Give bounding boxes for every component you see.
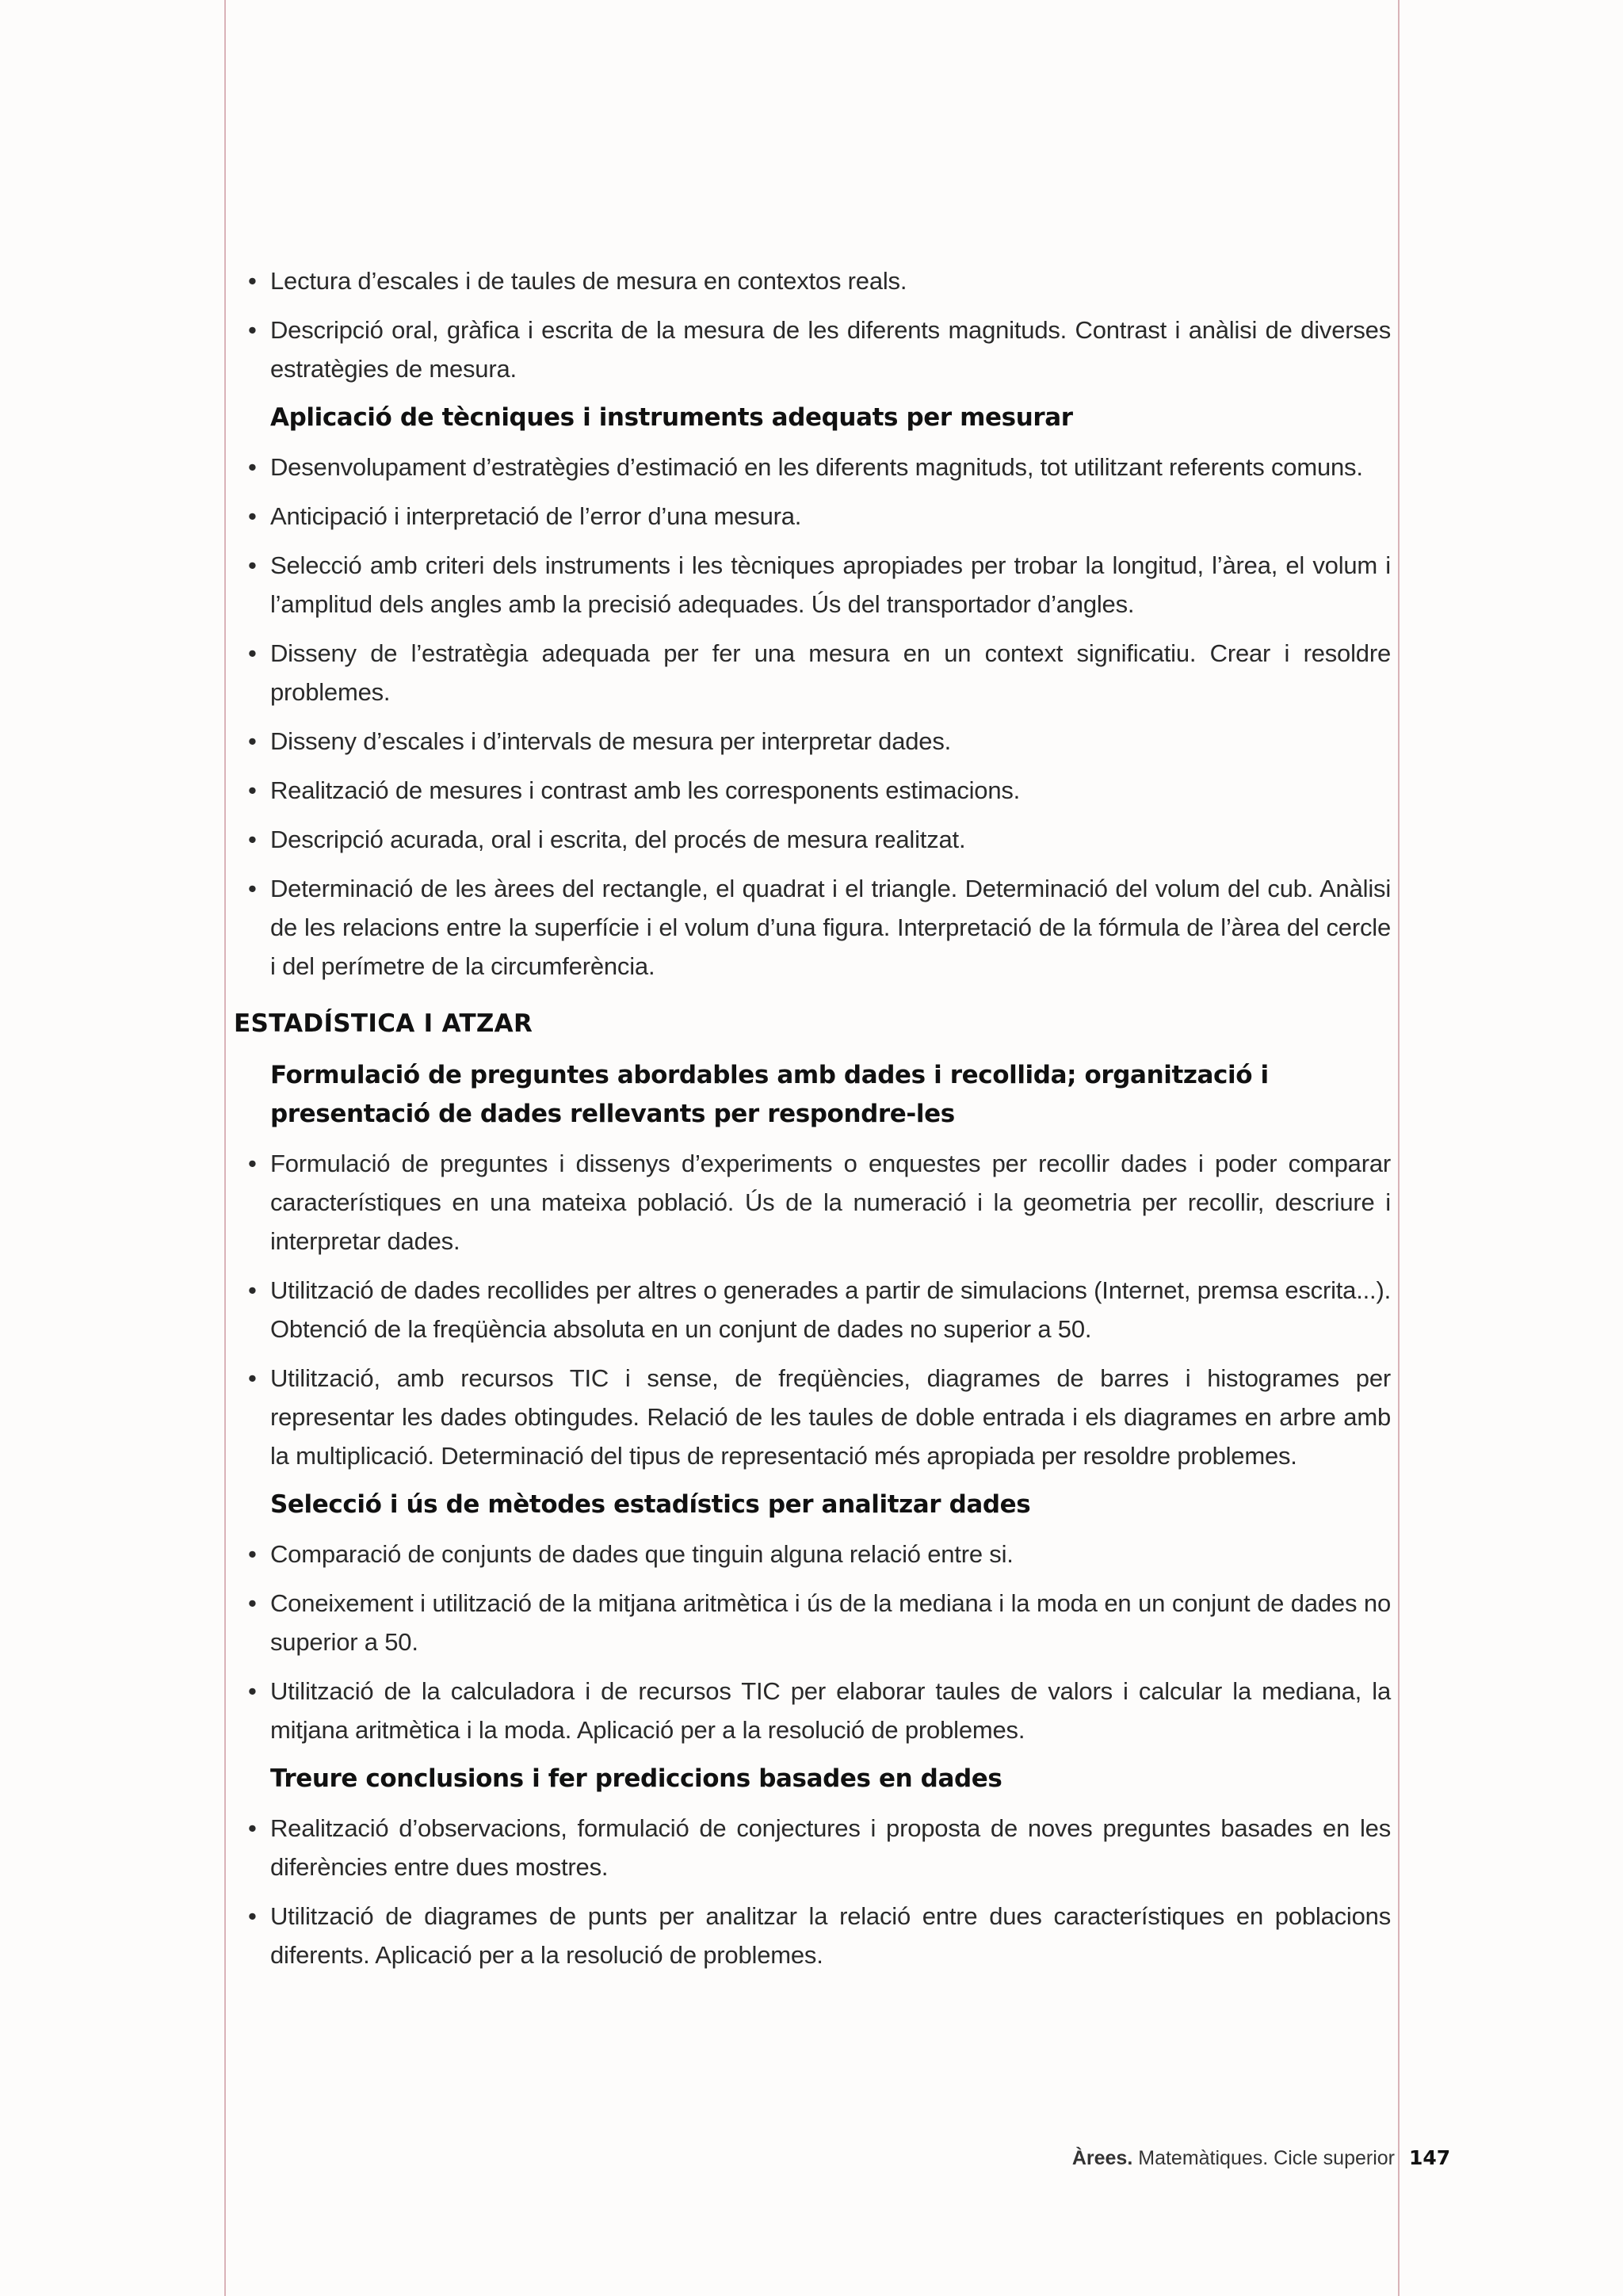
list-item: [234, 1672, 1391, 1749]
statistics-list-2: [234, 1535, 1391, 1749]
footer-text: Matemàtiques. Cicle superior: [1138, 2147, 1395, 2169]
bullet-icon: •: [248, 639, 257, 667]
bullet-icon: •: [248, 502, 257, 530]
subheading-conclusions: Treure conclusions i fer prediccions basades en dades: [270, 1764, 1002, 1793]
bullet-icon: •: [248, 1540, 257, 1568]
bullet-icon: •: [248, 453, 257, 481]
list-item-text: Descripció oral, gràfica i escrita de la mesura de les diferents magnituds. Contrast i anàlisi de diverses estratègies de mesura.: [270, 316, 1391, 383]
measurement-list-2: [234, 448, 1391, 986]
list-item: [234, 722, 1391, 761]
bullet-icon: •: [248, 267, 257, 295]
bullet-icon: •: [248, 1677, 257, 1705]
list-item-text: Selecció amb criteri dels instruments i les tècniques apropiades per trobar la longitud, l’àrea, el volum i l’amplitud dels angles amb la precisió adequades. Ús del transportador d’angles.: [270, 551, 1391, 618]
list-item-text: Descripció acurada, oral i escrita, del procés de mesura realitzat.: [270, 826, 966, 853]
bullet-icon: •: [248, 1364, 257, 1392]
list-item-text: Determinació de les àrees del rectangle, el quadrat i el triangle. Determinació del volum del cub. Anàlisi de les relacions entre la superfície i el volum d’una figura. Interpretació de la fórmula de l’àrea del cercle i del perímetre de la circumferència.: [270, 875, 1391, 980]
list-item: [234, 1359, 1391, 1475]
list-item-text: Coneixement i utilització de la mitjana aritmètica i ús de la mediana i la moda en un conjunt de dades no superior a 50.: [270, 1589, 1391, 1656]
list-item: [234, 820, 1391, 859]
statistics-list-1: [234, 1144, 1391, 1475]
page-number: 147: [1409, 2146, 1451, 2169]
footer-label: Àrees.: [1071, 2147, 1133, 2169]
list-item-text: Utilització de dades recollides per altres o generades a partir de simulacions (Internet, premsa escrita...). Obtenció de la freqüència absoluta en un conjunt de dades no superior a 50.: [270, 1276, 1391, 1343]
left-margin-line: [224, 0, 226, 2296]
bullet-icon: •: [248, 316, 257, 344]
list-item-text: Desenvolupament d’estratègies d’estimació en les diferents magnituds, tot utilitzant referents comuns.: [270, 453, 1363, 481]
list-item: [234, 771, 1391, 810]
bullet-icon: •: [248, 875, 257, 902]
running-footer: [951, 2144, 1395, 2172]
list-item: [234, 546, 1391, 624]
bullet-icon: •: [248, 1150, 257, 1177]
list-item: [234, 497, 1391, 536]
list-item-text: Disseny de l’estratègia adequada per fer una mesura en un context significatiu. Crear i resoldre problemes.: [270, 639, 1391, 706]
list-item-text: Disseny d’escales i d’intervals de mesura per interpretar dades.: [270, 727, 952, 755]
measurement-list-1: [234, 261, 1391, 388]
list-item: [234, 448, 1391, 486]
list-item-text: Lectura d’escales i de taules de mesura en contextos reals.: [270, 267, 907, 295]
list-item: [234, 1535, 1391, 1573]
list-item: [234, 1271, 1391, 1348]
list-item-text: Utilització, amb recursos TIC i sense, de freqüències, diagrames de barres i histogrames per representar les dades obtingudes. Relació de les taules de doble entrada i els diagrames en arbre amb la multiplicació. Determinació del tipus de representació més apropiada per resoldre problemes.: [270, 1364, 1391, 1470]
list-item: [234, 311, 1391, 388]
right-margin-line: [1398, 0, 1400, 2296]
statistics-list-3: [234, 1809, 1391, 1974]
subheading-methods: Selecció i ús de mètodes estadístics per analitzar dades: [270, 1490, 1031, 1519]
bullet-icon: •: [248, 776, 257, 804]
list-item-text: Realització de mesures i contrast amb les corresponents estimacions.: [270, 776, 1021, 804]
bullet-icon: •: [248, 1276, 257, 1304]
list-item-text: Utilització de diagrames de punts per analitzar la relació entre dues característiques en poblacions diferents. Aplicació per a la resolució de problemes.: [270, 1902, 1391, 1969]
bullet-icon: •: [248, 1814, 257, 1842]
section-title-statistics: ESTADÍSTICA I ATZAR: [234, 1009, 533, 1038]
list-item-text: Formulació de preguntes i dissenys d’experiments o enquestes per recollir dades i poder comparar característiques en una mateixa població. Ús de la numeració i la geometria per recollir, descriure i interpretar dades.: [270, 1150, 1391, 1255]
page-content: [234, 261, 1391, 1985]
list-item: [234, 1809, 1391, 1886]
list-item-text: Utilització de la calculadora i de recursos TIC per elaborar taules de valors i calcular la mediana, la mitjana aritmètica i la moda. Aplicació per a la resolució de problemes.: [270, 1677, 1391, 1744]
bullet-icon: •: [248, 1902, 257, 1930]
list-item-text: Anticipació i interpretació de l’error d’una mesura.: [270, 502, 802, 530]
bullet-icon: •: [248, 727, 257, 755]
subheading-techniques: Aplicació de tècniques i instruments adequats per mesurar: [270, 403, 1073, 432]
bullet-icon: •: [248, 551, 257, 579]
list-item: [234, 634, 1391, 711]
list-item-text: Comparació de conjunts de dades que tinguin alguna relació entre si.: [270, 1540, 1014, 1568]
list-item: [234, 1584, 1391, 1661]
list-item-text: Realització d’observacions, formulació de conjectures i proposta de noves preguntes basades en les diferències entre dues mostres.: [270, 1814, 1391, 1881]
list-item: [234, 1897, 1391, 1974]
bullet-icon: •: [248, 826, 257, 853]
subheading-questions: Formulació de preguntes abordables amb dades i recollida; organització i presentació de dades rellevants per respondre-les: [270, 1061, 1269, 1128]
bullet-icon: •: [248, 1589, 257, 1617]
list-item: [234, 261, 1391, 300]
list-item: [234, 869, 1391, 986]
list-item: [234, 1144, 1391, 1261]
